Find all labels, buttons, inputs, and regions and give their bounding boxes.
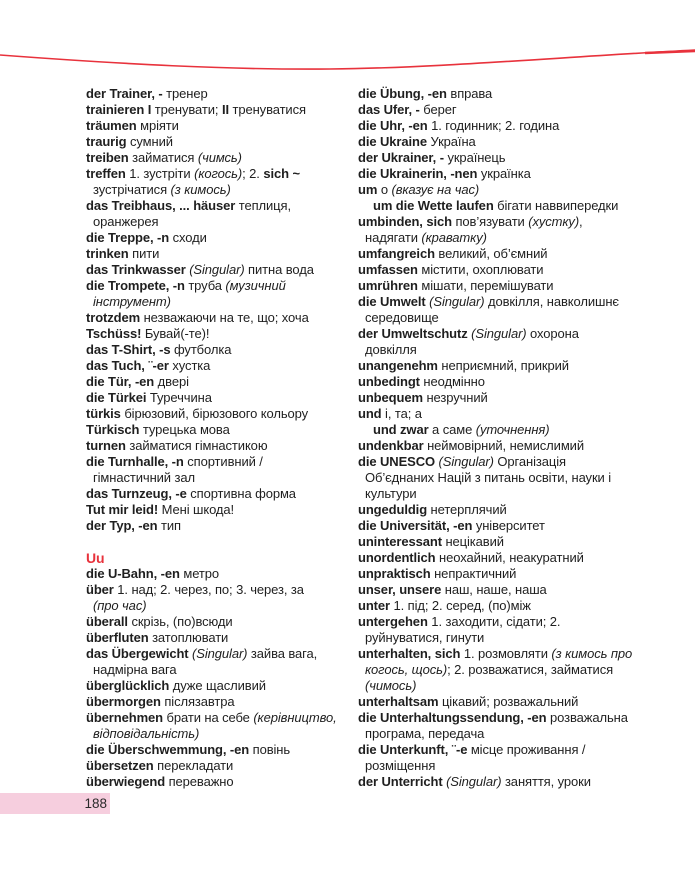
translation: українка (477, 166, 531, 181)
headword: über (86, 582, 114, 597)
headword: die Unterhaltungssendung, -en (358, 710, 547, 725)
translation: оранжерея (93, 214, 159, 229)
dictionary-entry-line (358, 550, 688, 566)
headword: die Ukrainerin, -nen (358, 166, 478, 181)
translation: неодмінно (419, 374, 485, 389)
headword: treiben (86, 150, 129, 165)
headword: sich ~ (263, 166, 300, 181)
dictionary-entry-line (358, 310, 688, 326)
dictionary-entry-line (86, 614, 354, 630)
dictionary-entry-line (358, 598, 688, 614)
grammar-note-italic: (уточнення) (475, 422, 550, 437)
translation: футболка (170, 342, 232, 357)
headword: trotzdem (86, 310, 141, 325)
grammar-note-italic: когось, щось) (365, 662, 448, 677)
dictionary-entry-line (358, 182, 688, 198)
headword: um (358, 182, 378, 197)
dictionary-entry-line (86, 422, 354, 438)
translation: теплиця, (235, 198, 291, 213)
dictionary-entry-line (86, 374, 354, 390)
translation: зайва вага, (247, 646, 318, 661)
dictionary-entry-line (358, 214, 688, 230)
grammar-note-italic: (з кимось про (551, 646, 633, 661)
translation: Україна (427, 134, 476, 149)
headword: turnen (86, 438, 126, 453)
dictionary-entry-line (358, 150, 688, 166)
translation: метро (179, 566, 220, 581)
dictionary-entry-line (86, 230, 354, 246)
dictionary-entry-line (358, 518, 688, 534)
dictionary-entry-line (86, 710, 354, 726)
translation: 1. зустріти (125, 166, 195, 181)
dictionary-entry-line (86, 438, 354, 454)
translation: пити (128, 246, 160, 261)
grammar-note-italic: (керівництво, (253, 710, 337, 725)
translation: турецька мова (139, 422, 230, 437)
translation: ; 2. розважатися, займатися (447, 662, 614, 677)
dictionary-entry-line (86, 630, 354, 646)
translation: Мені шкода! (158, 502, 235, 517)
dictionary-entry-line (358, 470, 688, 486)
dictionary-entry-line (358, 326, 688, 342)
translation: тренер (162, 86, 208, 101)
dictionary-entry-line (86, 390, 354, 406)
translation: а саме (428, 422, 476, 437)
page-number-badge (0, 793, 110, 814)
headword: die Ukraine (358, 134, 427, 149)
dictionary-entry-line (86, 518, 354, 534)
dictionary-entry-line (358, 406, 688, 422)
left-column (86, 86, 354, 790)
headword: umbinden, sich (358, 214, 452, 229)
translation: ; 2. (242, 166, 264, 181)
translation: гімнастичний зал (93, 470, 195, 485)
headword: undenkbar (358, 438, 424, 453)
dictionary-entry-line (358, 534, 688, 550)
translation: мріяти (136, 118, 179, 133)
headword: übermorgen (86, 694, 161, 709)
grammar-note-italic: (когось) (194, 166, 243, 181)
dictionary-entry-line (86, 166, 354, 182)
dictionary-entry-line (358, 486, 688, 502)
headword: um die Wette laufen (373, 198, 494, 213)
dictionary-entry-line (358, 294, 688, 310)
grammar-note-italic: (вказує на час) (391, 182, 480, 197)
headword: uninteressant (358, 534, 442, 549)
headword: die Tür, -en (86, 374, 155, 389)
headword: umfangreich (358, 246, 435, 261)
dictionary-entry-line (358, 134, 688, 150)
headword: umfassen (358, 262, 418, 277)
dictionary-entry-line (86, 646, 354, 662)
headword: die Treppe, -n (86, 230, 170, 245)
dictionary-entry-line (358, 118, 688, 134)
dictionary-entry-line (358, 742, 688, 758)
translation: питна вода (244, 262, 314, 277)
translation: мішати, перемішувати (417, 278, 554, 293)
translation: незручний (422, 390, 488, 405)
dictionary-entry-line (86, 678, 354, 694)
headword: Türkisch (86, 422, 140, 437)
translation: затоплювати (148, 630, 229, 645)
translation: програма, передача (365, 726, 485, 741)
headword: trainieren I (86, 102, 152, 117)
dictionary-entry-line (358, 454, 688, 470)
grammar-note-italic: (Singular) (446, 774, 502, 789)
grammar-note-italic: (Singular) (438, 454, 494, 469)
dictionary-entry-line (86, 102, 354, 118)
headword: der Umweltschutz (358, 326, 468, 341)
headword: überwiegend (86, 774, 166, 789)
headword: traurig (86, 134, 127, 149)
translation: повінь (249, 742, 291, 757)
translation: нетерплячий (427, 502, 507, 517)
dictionary-entry-line (358, 694, 688, 710)
translation: місце проживання / (467, 742, 586, 757)
translation: двері (154, 374, 189, 389)
translation: бігати наввипередки (493, 198, 619, 213)
dictionary-entry-line (358, 438, 688, 454)
headword: träumen (86, 118, 137, 133)
dictionary-entry-line (358, 502, 688, 518)
translation: тренуватися (228, 102, 306, 117)
translation: вправа (446, 86, 493, 101)
headword: die Universität, -en (358, 518, 473, 533)
dictionary-entry-line (86, 694, 354, 710)
dictionary-entry-line (358, 582, 688, 598)
dictionary-entry-line (86, 470, 354, 486)
red-divider-curve (0, 0, 695, 80)
dictionary-entry-line (358, 374, 688, 390)
dictionary-entry-line (358, 246, 688, 262)
dictionary-entry-line (358, 390, 688, 406)
dictionary-entry-line (358, 726, 688, 742)
dictionary-entry-line (86, 294, 354, 310)
dictionary-entry-line (86, 214, 354, 230)
headword: unter (358, 598, 391, 613)
translation: , (579, 214, 583, 229)
translation: 1. годинник; 2. година (427, 118, 560, 133)
headword: der Ukrainer, - (358, 150, 444, 165)
dictionary-entry-line (358, 662, 688, 678)
dictionary-entry-line (358, 630, 688, 646)
headword: die UNESCO (358, 454, 436, 469)
translation: скрізь, (по)всюди (127, 614, 233, 629)
translation: сходи (169, 230, 207, 245)
dictionary-entry-line (86, 262, 354, 278)
headword: trinken (86, 246, 129, 261)
translation: 1. розмовляти (460, 646, 552, 661)
dictionary-entry-line (86, 118, 354, 134)
headword: das Tuch, ¨-er (86, 358, 169, 373)
dictionary-entry-line (86, 726, 354, 742)
translation: середовище (365, 310, 439, 325)
translation: Об’єднаних Націй з питань освіти, науки і (365, 470, 612, 485)
headword: überfluten (86, 630, 149, 645)
blank-line (86, 534, 354, 550)
translation: довкілля (365, 342, 417, 357)
translation: о (377, 182, 392, 197)
translation: займатися гімнастикою (125, 438, 268, 453)
headword: umrühren (358, 278, 418, 293)
dictionary-entry-line (86, 150, 354, 166)
grammar-note-italic: (про час) (93, 598, 147, 613)
grammar-note-italic: (музичний (225, 278, 286, 293)
grammar-note-italic: відповідальність) (93, 726, 200, 741)
dictionary-entry-line (358, 86, 688, 102)
headword: das Turnzeug, -e (86, 486, 187, 501)
dictionary-entry-line (358, 342, 688, 358)
dictionary-entry-line (86, 86, 354, 102)
dictionary-entry-line (86, 502, 354, 518)
headword: unpraktisch (358, 566, 431, 581)
translation: нецікавий (441, 534, 504, 549)
headword: die U-Bahn, -en (86, 566, 180, 581)
headword: die Uhr, -en (358, 118, 428, 133)
translation: переважно (165, 774, 234, 789)
translation: непрактичний (430, 566, 517, 581)
headword: das Trinkwasser (86, 262, 186, 277)
headword: unser, unsere (358, 582, 442, 597)
translation: неохайний, неакуратний (435, 550, 584, 565)
headword: unordentlich (358, 550, 436, 565)
translation: післязавтра (160, 694, 235, 709)
dictionary-entry-line (86, 662, 354, 678)
translation: займатися (128, 150, 198, 165)
dictionary-entry-line (358, 422, 688, 438)
headword: und zwar (373, 422, 429, 437)
translation: Бувай(-те)! (141, 326, 210, 341)
dictionary-entry-line (86, 182, 354, 198)
dictionary-entry-line (358, 262, 688, 278)
translation: перекладати (153, 758, 234, 773)
dictionary-entry-line (86, 134, 354, 150)
translation: довкілля, навколишнє (484, 294, 619, 309)
headword: unterhalten, sich (358, 646, 461, 661)
dictionary-entry-line (86, 326, 354, 342)
section-heading (86, 550, 354, 566)
headword: türkis (86, 406, 121, 421)
dictionary-entry-line (86, 742, 354, 758)
translation: українець (443, 150, 506, 165)
translation: заняття, уроки (501, 774, 591, 789)
translation: розміщення (365, 758, 436, 773)
translation: цікавий; розважальний (438, 694, 579, 709)
dictionary-entry-line (86, 454, 354, 470)
translation: наш, наше, наша (441, 582, 547, 597)
headword: übersetzen (86, 758, 154, 773)
headword: überglücklich (86, 678, 170, 693)
grammar-note-italic: інструмент) (93, 294, 171, 309)
headword: Tschüss! (86, 326, 142, 341)
headword: die Turnhalle, -n (86, 454, 184, 469)
translation: тренувати; (151, 102, 222, 117)
dictionary-entry-line (86, 310, 354, 326)
translation: містити, охоплювати (417, 262, 544, 277)
translation: спортивний / (183, 454, 263, 469)
grammar-note-italic: (Singular) (189, 262, 245, 277)
dictionary-entry-line (86, 582, 354, 598)
headword: ungeduldig (358, 502, 428, 517)
translation: спортивна форма (186, 486, 296, 501)
translation: культури (365, 486, 417, 501)
grammar-note-italic: (чимсь) (197, 150, 242, 165)
translation: охорона (526, 326, 579, 341)
translation: руйнуватися, гинути (365, 630, 485, 645)
translation: сумний (126, 134, 173, 149)
translation: дуже щасливий (169, 678, 266, 693)
translation: зустрічатися (93, 182, 171, 197)
headword: unangenehm (358, 358, 438, 373)
headword: die Übung, -en (358, 86, 447, 101)
translation: тип (157, 518, 181, 533)
headword: Tut mir leid! (86, 502, 159, 517)
dictionary-entry-line (86, 246, 354, 262)
headword: unbequem (358, 390, 423, 405)
dictionary-entry-line (86, 486, 354, 502)
translation: університет (472, 518, 545, 533)
dictionary-entry-line (358, 614, 688, 630)
dictionary-entry-line (358, 710, 688, 726)
headword: unterhaltsam (358, 694, 439, 709)
dictionary-entry-line (358, 678, 688, 694)
headword: die Trompete, -n (86, 278, 185, 293)
dictionary-entry-line (358, 278, 688, 294)
grammar-note-italic: (Singular) (429, 294, 485, 309)
translation: надягати (365, 230, 422, 245)
dictionary-entry-line (86, 198, 354, 214)
translation: 1. над; 2. через, по; 3. через, за (113, 582, 304, 597)
dictionary-entry-line (358, 774, 688, 790)
headword: der Typ, -en (86, 518, 158, 533)
dictionary-entry-line (86, 566, 354, 582)
translation: Туреччина (146, 390, 212, 405)
headword: das Übergewicht (86, 646, 189, 661)
translation: великий, об’ємний (434, 246, 548, 261)
translation: 1. під; 2. серед, (по)між (390, 598, 531, 613)
headword: der Trainer, - (86, 86, 163, 101)
translation: неймовірний, немислимий (423, 438, 584, 453)
dictionary-entry-line (358, 166, 688, 182)
grammar-note-italic: (Singular) (192, 646, 248, 661)
dictionary-entry-line (86, 358, 354, 374)
dictionary-entry-line (358, 102, 688, 118)
translation: 1. заходити, сідати; 2. (427, 614, 561, 629)
grammar-note-italic: (хустку) (528, 214, 580, 229)
translation: хустка (168, 358, 211, 373)
translation: незважаючи на те, що; хоча (140, 310, 309, 325)
headword: die Türkei (86, 390, 147, 405)
grammar-note-italic: (чимось) (365, 678, 417, 693)
translation: розважальна (546, 710, 628, 725)
dictionary-entry-line (86, 278, 354, 294)
headword: das Ufer, - (358, 102, 420, 117)
translation: труба (184, 278, 226, 293)
dictionary-entry-line (358, 230, 688, 246)
grammar-note-italic: (Singular) (471, 326, 527, 341)
headword: unbedingt (358, 374, 420, 389)
headword: treffen (86, 166, 126, 181)
dictionary-entry-line (358, 646, 688, 662)
dictionary-entry-line (358, 566, 688, 582)
translation: пов’язувати (451, 214, 529, 229)
dictionary-entry-line (358, 358, 688, 374)
headword: die Umwelt (358, 294, 426, 309)
headword: das Treibhaus, ... häuser (86, 198, 236, 213)
translation: надмірна вага (93, 662, 177, 677)
dictionary-entry-line (86, 342, 354, 358)
headword: untergehen (358, 614, 428, 629)
grammar-note-italic: (краватку) (421, 230, 487, 245)
translation: брати на себе (163, 710, 254, 725)
headword: der Unterricht (358, 774, 443, 789)
translation: бірюзовий, бірюзового кольору (120, 406, 309, 421)
dictionary-entry-line (86, 758, 354, 774)
right-column (358, 86, 688, 790)
dictionary-entry-line (86, 598, 354, 614)
letter-heading: Uu (86, 550, 105, 566)
headword: und (358, 406, 382, 421)
dictionary-entry-line (358, 198, 688, 214)
headword: übernehmen (86, 710, 164, 725)
dictionary-entry-line (86, 774, 354, 790)
translation: неприємний, прикрий (437, 358, 569, 373)
headword: die Überschwemmung, -en (86, 742, 250, 757)
dictionary-entry-line (358, 758, 688, 774)
dictionary-entry-line (86, 406, 354, 422)
headword: die Unterkunft, ¨-e (358, 742, 468, 757)
page-number: 188 (84, 796, 107, 811)
translation: Організація (493, 454, 566, 469)
translation: і, та; а (381, 406, 422, 421)
translation: берег (419, 102, 457, 117)
headword: II (221, 102, 229, 117)
headword: überall (86, 614, 128, 629)
headword: das T-Shirt, -s (86, 342, 171, 357)
grammar-note-italic: (з кимось) (170, 182, 231, 197)
